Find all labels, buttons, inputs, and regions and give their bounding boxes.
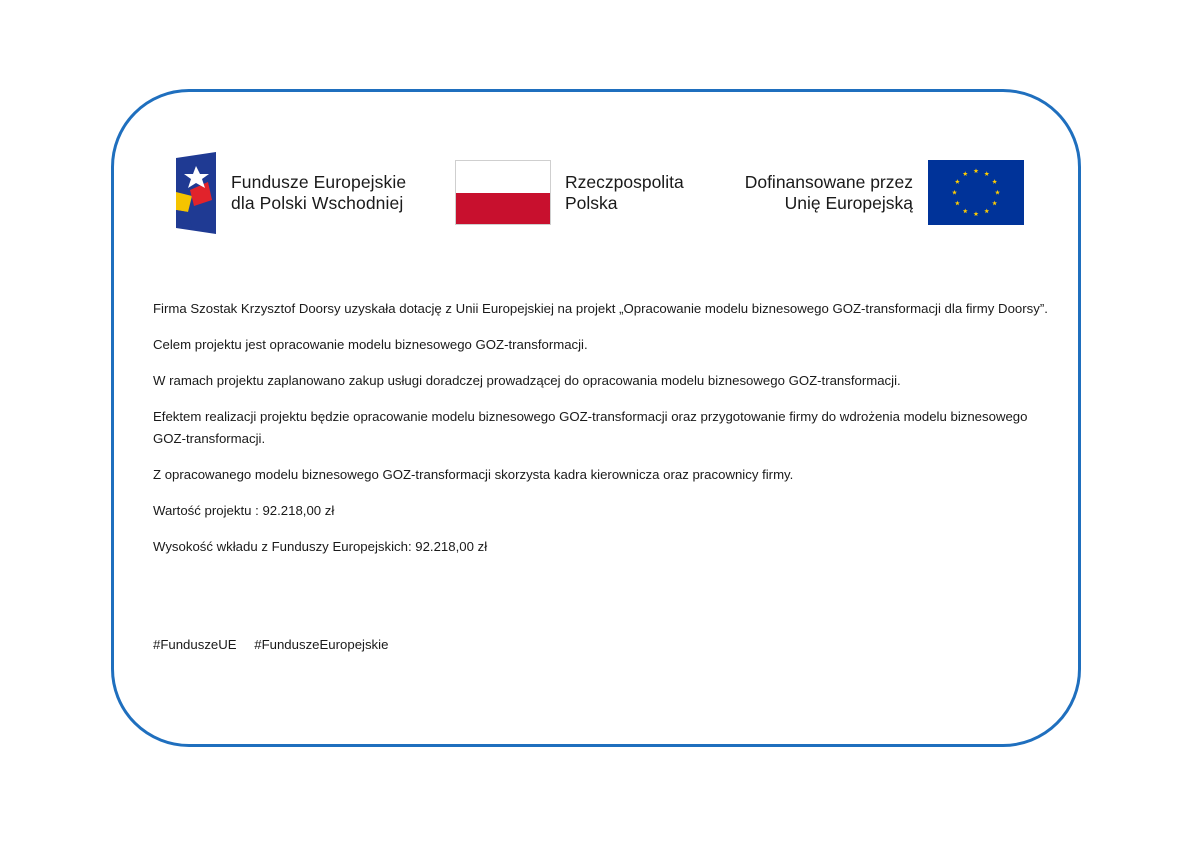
hashtags <box>153 634 388 656</box>
fe-program-line1: Fundusze Europejskie <box>231 172 407 192</box>
paragraph-goal: Celem projektu jest opracowanie modelu biznesowego GOZ-transformacji. <box>153 337 588 352</box>
fe-program-name <box>231 172 406 214</box>
eu-cofinance-label <box>745 172 913 214</box>
rp-line2: Polska <box>565 193 618 213</box>
project-value: Wartość projektu : 92.218,00 zł <box>153 503 335 518</box>
hashtag-fundusze-ue: #FunduszeUE <box>153 637 237 652</box>
eu-line1: Dofinansowane przez <box>744 172 913 192</box>
project-description <box>153 298 1053 572</box>
hashtag-fundusze-europejskie: #FunduszeEuropejskie <box>254 637 389 652</box>
paragraph-beneficiaries: Z opracowanego modelu biznesowego GOZ-transformacji skorzysta kadra kierownicza oraz pracownicy firmy. <box>153 467 794 482</box>
eu-flag-icon <box>928 160 1024 225</box>
paragraph-scope: W ramach projektu zaplanowano zakup usługi doradczej prowadzącej do opracowania modelu biznesowego GOZ-transformacji. <box>153 373 901 388</box>
eu-line2: Unię Europejską <box>784 193 913 213</box>
fe-program-line2: dla Polski Wschodniej <box>231 193 404 213</box>
rp-name <box>565 172 684 214</box>
polish-flag-icon <box>455 160 551 225</box>
paragraph-intro: Firma Szostak Krzysztof Doorsy uzyskała dotację z Unii Europejskiej na projekt „Opracowanie modelu biznesowego GOZ-transformacji dla firmy Doorsy”. <box>153 301 1048 316</box>
fundusze-europejskie-logo-icon <box>172 152 218 234</box>
eu-contribution: Wysokość wkładu z Funduszy Europejskich: 92.218,00 zł <box>153 539 488 554</box>
paragraph-effect: Efektem realizacji projektu będzie opracowanie modelu biznesowego GOZ-transformacji oraz przygotowanie firmy do wdrożenia modelu biznesowego GOZ-transformacji. <box>153 409 1028 446</box>
logo-bar <box>0 0 1191 240</box>
rp-line1: Rzeczpospolita <box>565 172 684 192</box>
